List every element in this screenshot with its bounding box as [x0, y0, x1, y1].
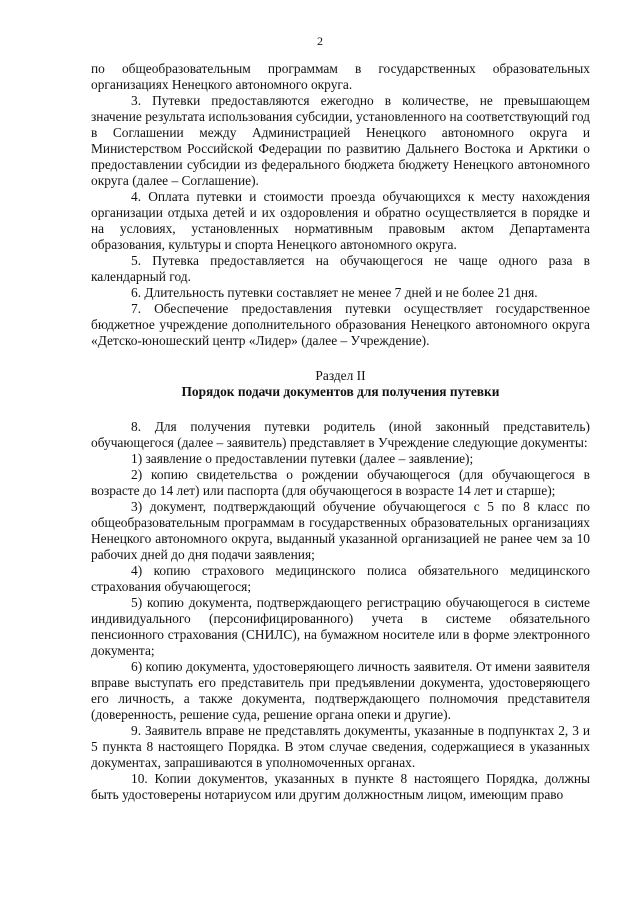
section-label: Раздел II [315, 368, 366, 383]
paragraph: 5. Путевка предоставляется на обучающегося не чаще одного раза в календарный год. [91, 253, 590, 284]
list-item: 6) копию документа, удостоверяющего личность заявителя. От имени заявителя вправе выступать его представитель при предъявлении документа, удостоверяющего его личность, а также документа, подтверждающего полномочия представителя (доверенность, решение суда, решение органа опеки и другие). [91, 659, 590, 722]
paragraph: 7. Обеспечение предоставления путевки осуществляет государственное бюджетное учреждение дополнительного образования Ненецкого автономного округа «Детско-юношеский центр «Лидер» (далее – Учреждение). [91, 301, 590, 348]
paragraph: 8. Для получения путевки родитель (иной законный представитель) обучающегося (далее – заявитель) представляет в Учреждение следующие документы: [91, 419, 590, 450]
paragraph: 3. Путевки предоставляются ежегодно в количестве, не превышающем значение результата использования субсидии, установленного на соответствующий год в Соглашении между Администрацией Ненецкого автономного округа и Министерством Российской Федерации по развитию Дальнего Востока и Арктики о предоставлении субсидии из федерального бюджета бюджету Ненецкого автономного округа (далее – Соглашение). [91, 93, 590, 188]
paragraph: 4. Оплата путевки и стоимости проезда обучающихся к месту нахождения организации отдыха детей и их оздоровления и обратно осуществляется в порядке и на условиях, установленных нормативным правовым актом Департамента образования, культуры и спорта Ненецкого автономного округа. [91, 189, 590, 252]
document-body [91, 61, 590, 803]
list-item: 2) копию свидетельства о рождении обучающегося (для обучающегося в возрасте до 14 лет) или паспорта (для обучающегося в возрасте 14 лет и старше); [91, 467, 590, 498]
list-item: 4) копию страхового медицинского полиса обязательного медицинского страхования обучающегося; [91, 563, 590, 594]
paragraph: 10. Копии документов, указанных в пункте 8 настоящего Порядка, должны быть удостоверены нотариусом или другим должностным лицом, имеющим право [91, 771, 590, 802]
list-item: 5) копию документа, подтверждающего регистрацию обучающегося в системе индивидуального (персонифицированного) учета в системе обязательного пенсионного страхования (СНИЛС), на бумажном носителе или в форме электронного документа; [91, 595, 590, 658]
section-title: Порядок подачи документов для получения путевки [181, 384, 500, 399]
paragraph: 9. Заявитель вправе не представлять документы, указанные в подпунктах 2, 3 и 5 пункта 8 настоящего Порядка. В этом случае сведения, содержащиеся в указанных документах, запрашиваются в уполномоченных органах. [91, 723, 590, 770]
page-number: 2 [317, 34, 323, 48]
paragraph: 6. Длительность путевки составляет не менее 7 дней и не более 21 дня. [131, 285, 538, 300]
list-item: 1) заявление о предоставлении путевки (далее – заявление); [131, 451, 474, 466]
paragraph: по общеобразовательным программам в государственных образовательных организациях Ненецкого автономного округа. [91, 61, 590, 92]
list-item: 3) документ, подтверждающий обучение обучающегося с 5 по 8 класс по общеобразовательным программам в государственных образовательных организациях Ненецкого автономного округа, выданный указанной организацией не ранее чем за 10 рабочих дней до дня подачи заявления; [91, 499, 590, 562]
